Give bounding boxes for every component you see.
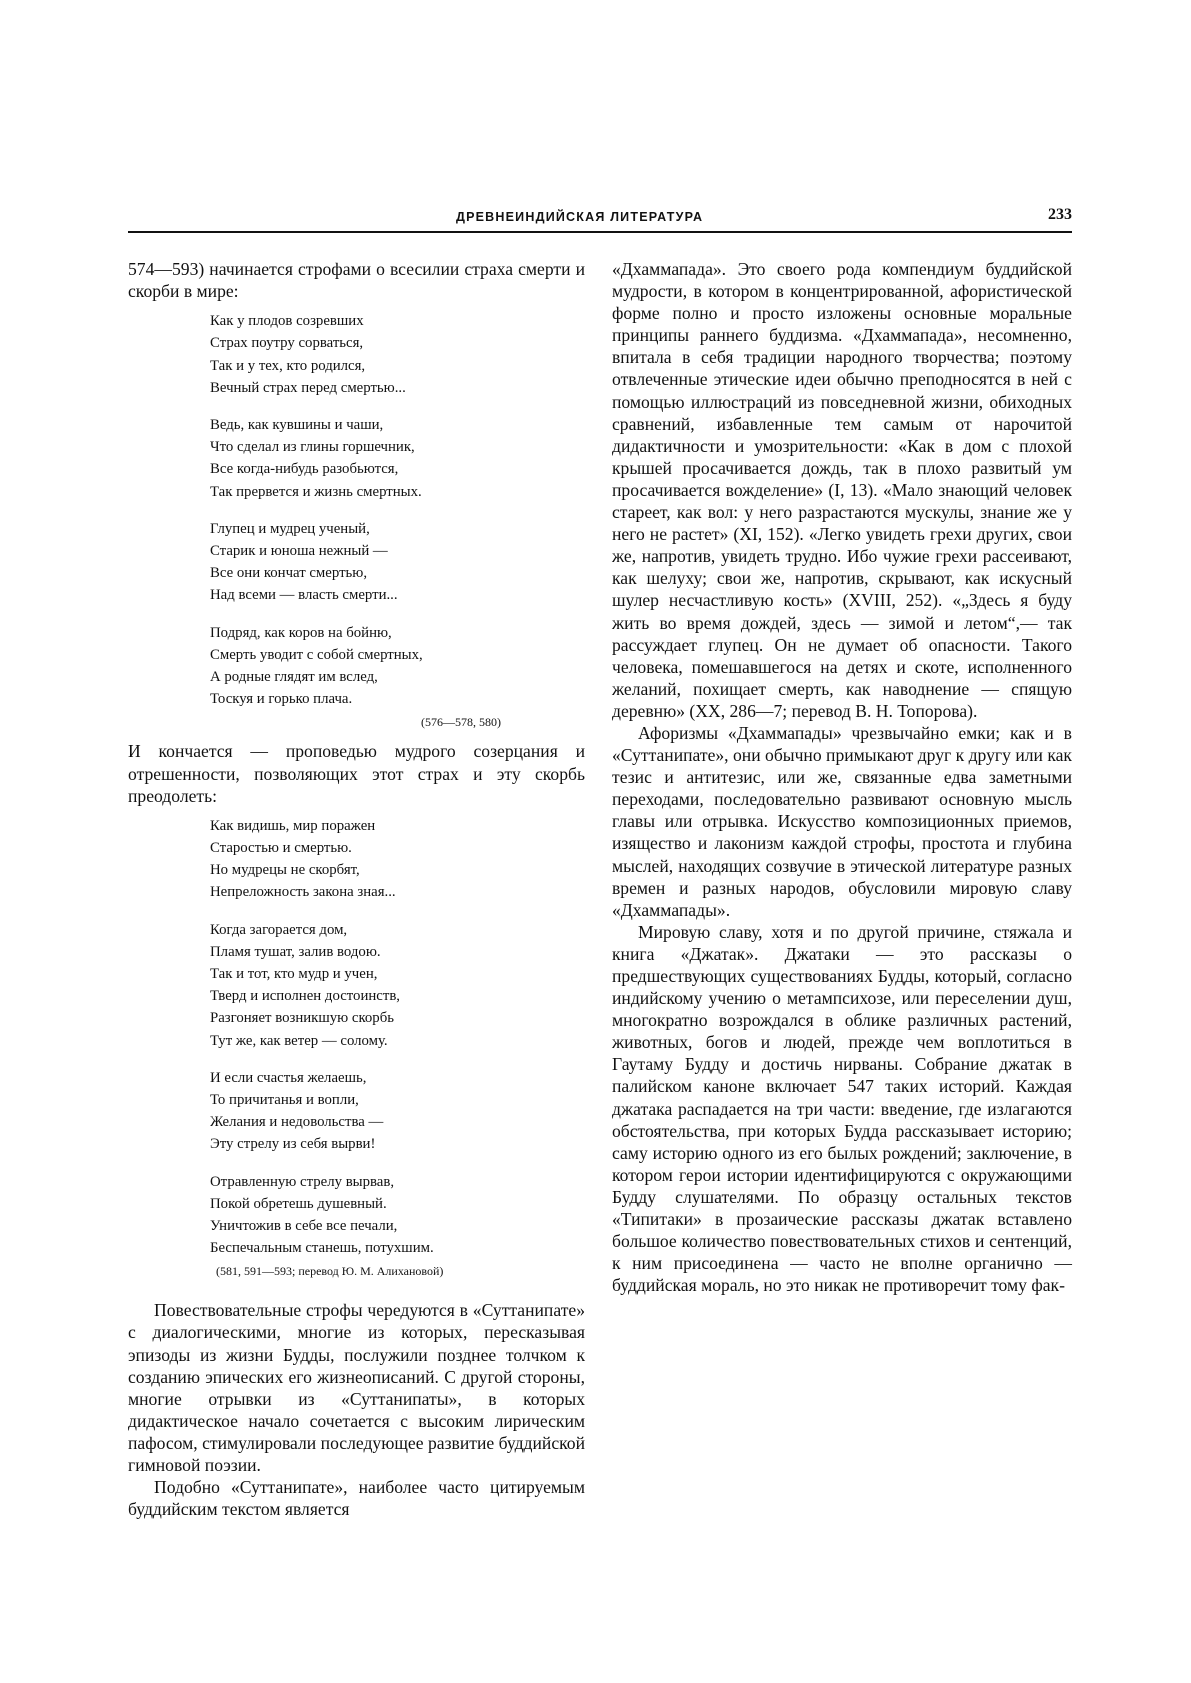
poem-block bbox=[210, 310, 585, 732]
stanza bbox=[210, 518, 585, 607]
right-column bbox=[612, 258, 1072, 1296]
verse-line: Эту стрелу из себя вырви! bbox=[210, 1136, 376, 1153]
verse-line: Как видишь, мир поражен bbox=[210, 817, 376, 834]
paragraph: Мировую славу, хотя и по другой причине, стяжала и книга «Джатак». Джатаки — это рассказы о предшествующих существованиях Будды, который, согласно индийскому учению о метампсихозе, или переселении душ, многократно возрождался в облике различных растений, животных, богов и людей, прежде чем воплотиться в Гаутаму Будду и достичь нирваны. Собрание джатак в палийском каноне включает 547 таких историй. Каждая джатака распадается на три части: введение, где излагаются обстоятельства, при которых Будда рассказывает историю; саму историю одного из его былых рождений; заключение, в котором герои истории идентифицируются с окружающими Будду слушателями. По образцу остальных текстов «Типитаки» в прозаические рассказы джатак вставлено большое количество повествовательных стихов и сентенций, к ним присоединена — часто не вполне органично — буддийская мораль, но это никак не противоречит тому фак- bbox=[612, 921, 1072, 1296]
verse-line: Старостью и смертью. bbox=[210, 839, 352, 856]
verse-line: Так и у тех, кто родился, bbox=[210, 357, 366, 374]
stanza bbox=[210, 414, 585, 503]
verse-line: Тут же, как ветер — солому. bbox=[210, 1032, 388, 1049]
stanza bbox=[210, 310, 585, 399]
paragraph: 574—593) начинается строфами о всесилии страха смерти и скорби в мире: bbox=[128, 259, 585, 302]
verse-line: Желания и недовольства — bbox=[210, 1114, 384, 1131]
poem-citation: (581, 591—593; перевод Ю. М. Алихановой) bbox=[216, 1264, 444, 1279]
verse-line: Как у плодов созревших bbox=[210, 313, 364, 330]
verse-line: Вечный страх перед смертью... bbox=[210, 379, 406, 396]
verse-line: И если счастья желаешь, bbox=[210, 1069, 367, 1086]
left-column bbox=[128, 258, 585, 1520]
spacer bbox=[128, 1289, 585, 1299]
verse-line: Так прервется и жизнь смертных. bbox=[210, 483, 422, 500]
verse-line: Непреложность закона зная... bbox=[210, 884, 396, 901]
verse-line: Страх поутру сорваться, bbox=[210, 335, 364, 352]
verse-line: Так и тот, кто мудр и учен, bbox=[210, 965, 378, 982]
header-rule bbox=[128, 231, 1072, 233]
verse-line: Старик и юноша нежный — bbox=[210, 543, 388, 560]
verse-line: Тоскуя и горько плача. bbox=[210, 691, 353, 708]
stanza bbox=[210, 622, 585, 733]
running-header bbox=[128, 206, 1072, 228]
verse-line: Тверд и исполнен достоинств, bbox=[210, 988, 401, 1005]
stanza bbox=[210, 919, 585, 1052]
verse-line: Все они кончат смертью, bbox=[210, 565, 368, 582]
paragraph: И кончается — проповедью мудрого созерцания и отрешенности, позволяющих этот страх и эту скорбь преодолеть: bbox=[128, 741, 585, 806]
verse-line: Подряд, как коров на бойню, bbox=[210, 624, 392, 641]
stanza bbox=[210, 1067, 585, 1156]
verse-line: Но мудрецы не скорбят, bbox=[210, 862, 360, 879]
verse-line: Разгоняет возникшую скорбь bbox=[210, 1010, 394, 1027]
verse-line: Глупец и мудрец ученый, bbox=[210, 520, 370, 537]
page-number: 233 bbox=[1048, 206, 1072, 223]
running-title: ДРЕВНЕИНДИЙСКАЯ ЛИТЕРАТУРА bbox=[456, 210, 704, 224]
verse-line: Что сделал из глины горшечник, bbox=[210, 439, 415, 456]
verse-line: Над всеми — власть смерти... bbox=[210, 587, 398, 604]
verse-line: Ведь, как кувшины и чаши, bbox=[210, 417, 384, 433]
poem-citation: (576—578, 580) bbox=[421, 715, 501, 730]
verse-line: Отравленную стрелу вырвав, bbox=[210, 1173, 395, 1190]
paragraph: «Дхаммапада». Это своего рода компендиум буддийской мудрости, в котором в концентрированной, афористической форме полно и просто изложены основные моральные принципы раннего буддизма. «Дхаммапада», несомненно, впитала в себя традиции народного творчества; поэтому отвлеченные этические идеи обычно преподносятся в ней с помощью иллюстраций из повседневной жизни, обиходных сравнений, избавленные тем самым от нарочитой дидактичности и умозрительности: «Как в дом с плохой крышей просачивается дождь, так в плохо развитый ум просачивается вожделение» (I, 13). «Мало знающий человек стареет, как вол: у него разрастаются мускулы, знание же у него не растет» (XI, 152). «Легко увидеть грехи других, свои же, напротив, увидеть трудно. Ибо чужие грехи рассеивают, как шелуху; свои же, напротив, скрывают, как искусный шулер несчастливую кость» (XVIII, 252). «„Здесь я буду жить во время дождей, здесь — зимой и летом“,— так рассуждает глупец. Он не думает об опасности. Такого человека, помешавшегося на детях и скоте, исполненного желаний, похищает смерть, как наводнение — спящую деревню» (XX, 286—7; перевод В. Н. Топорова). bbox=[612, 259, 1072, 721]
verse-line: Беспечальным станешь, потухшим. bbox=[210, 1240, 434, 1257]
verse-line: То причитанья и вопли, bbox=[210, 1091, 359, 1108]
poem-block bbox=[210, 815, 585, 1282]
paragraph: Афоризмы «Дхаммапады» чрезвычайно емки; как и в «Суттанипате», они обычно примыкают друг к другу или как тезис и антитезис, или же, связанные едва заметными переходами, последовательно развивают основную мысль главы или отрывка. Искусство композиционных приемов, изящество и лаконизм каждой строфы, простота и глубина мыслей, находящих созвучие в этической литературе разных времен и разных народов, обусловили мировую славу «Дхаммапады». bbox=[612, 722, 1072, 920]
stanza bbox=[210, 1171, 585, 1282]
verse-line: Уничтожив в себе все печали, bbox=[210, 1217, 398, 1234]
verse-line: Покой обретешь душевный. bbox=[210, 1195, 387, 1212]
verse-line: А родные глядят им вслед, bbox=[210, 669, 378, 686]
verse-line: Когда загорается дом, bbox=[210, 921, 348, 938]
stanza bbox=[210, 815, 585, 904]
verse-line: Все когда-нибудь разобьются, bbox=[210, 461, 399, 478]
verse-line: Смерть уводит с собой смертных, bbox=[210, 646, 423, 663]
paragraph: Подобно «Суттанипате», наиболее часто цитируемым буддийским текстом является bbox=[128, 1477, 585, 1520]
verse-line: Пламя тушат, залив водою. bbox=[210, 943, 381, 960]
paragraph: Повествовательные строфы чередуются в «Суттанипате» с диалогическими, многие из которых, пересказывая эпизоды из жизни Будды, послужили позднее толчком к созданию эпических его жизнеописаний. С другой стороны, многие отрывки из «Суттанипаты», в которых дидактическое начало сочетается с высоким лирическим пафосом, стимулировали последующее развитие буддийской гимновой поэзии. bbox=[128, 1300, 585, 1476]
